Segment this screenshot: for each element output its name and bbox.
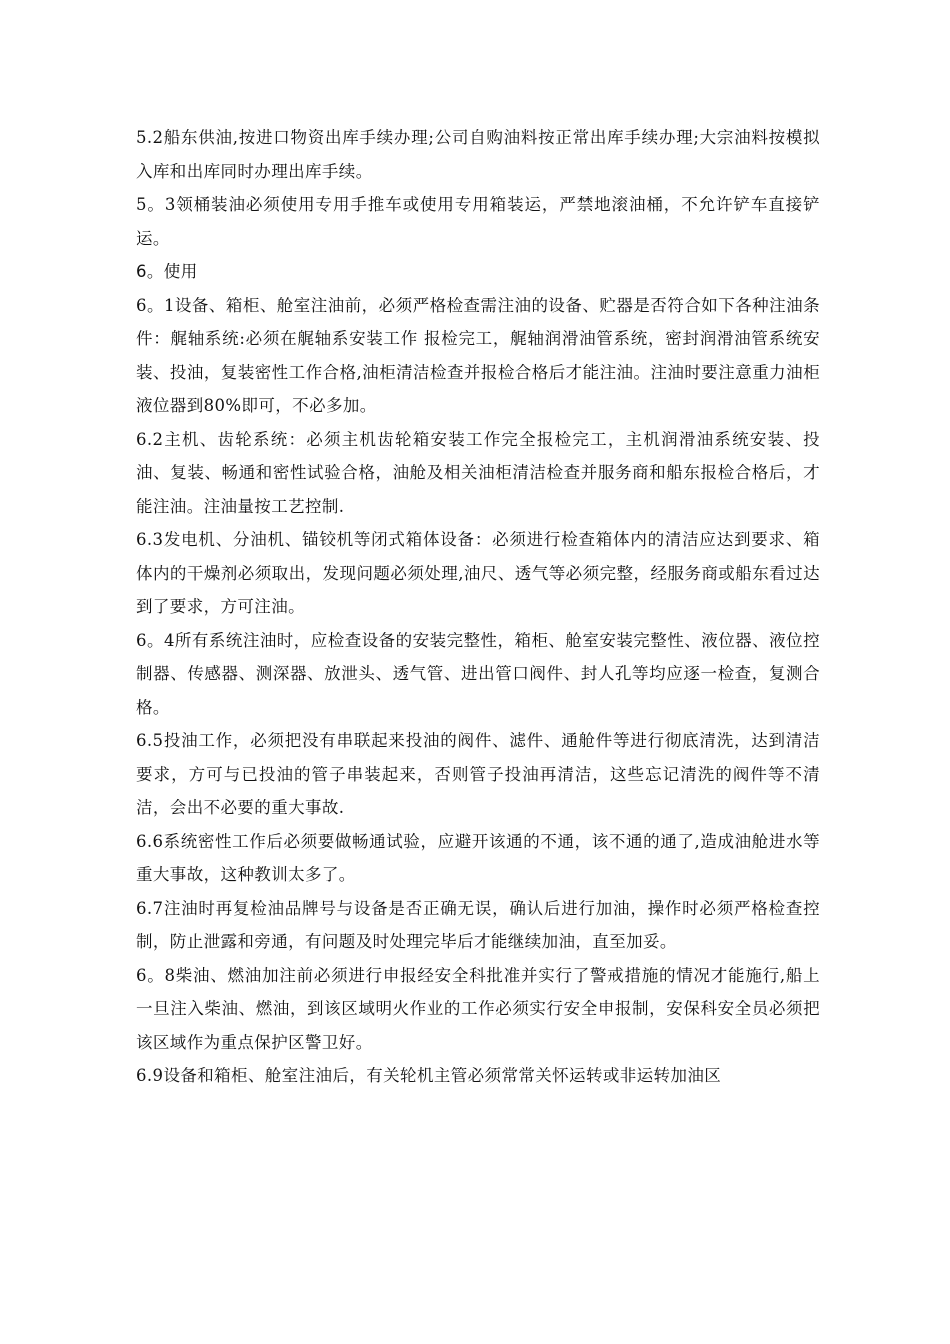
- paragraph-6-4: 6。4所有系统注油时，应检查设备的安装完整性，箱柜、舱室安装完整性、液位器、液位控制器、传感器、测深器、放泄头、透气管、进出管口阀件、封人孔等均应逐一检查，复测合格。: [136, 630, 820, 717]
- paragraph-6-8: 6。8柴油、燃油加注前必须进行申报经安全科批准并实行了警戒措施的情况才能施行,船上一旦注入柴油、燃油，到该区域明火作业的工作必须实行安全申报制，安保科安全员必须把该区域作为重点保护区警卫好。: [136, 965, 820, 1052]
- paragraph-6-9: 6.9设备和箱柜、舱室注油后，有关轮机主管必须常常关怀运转或非运转加油区: [136, 1066, 722, 1085]
- document-body: [136, 121, 820, 1093]
- paragraph-6-6: 6.6系统密性工作后必须要做畅通试验，应避开该通的不通，该不通的通了,造成油舱进水等重大事故，这种教训太多了。: [136, 831, 820, 884]
- paragraph-5-3: 5。3领桶装油必须使用专用手推车或使用专用箱装运，严禁地滚油桶，不允许铲车直接铲运。: [136, 195, 820, 248]
- paragraph-6-1: 6。1设备、箱柜、舱室注油前，必须严格检查需注油的设备、贮器是否符合如下各种注油条件：艉轴系统:必须在艉轴系安装工作 报检完工，艉轴润滑油管系统，密封润滑油管系统安装、投油，复装密性工作合格,油柜清洁检查并报检合格后才能注油。注油时要注意重力油柜液位器到80%即可，不必多加。: [136, 295, 820, 415]
- paragraph-6-7: 6.7注油时再复检油品牌号与设备是否正确无误，确认后进行加油，操作时必须严格检查控制，防止泄露和旁通，有问题及时处理完毕后才能继续加油，直至加妥。: [136, 898, 820, 951]
- section-heading-usage: 6。使用: [136, 262, 198, 281]
- paragraph-6-3: 6.3发电机、分油机、锚铰机等闭式箱体设备：必须进行检查箱体内的清洁应达到要求、箱体内的干燥剂必须取出，发现问题必须处理,油尺、透气等必须完整，经服务商或船东看过达到了要求，方可注油。: [136, 530, 820, 616]
- paragraph-6-2: 6.2主机、齿轮系统：必须主机齿轮箱安装工作完全报检完工，主机润滑油系统安装、投油、复装、畅通和密性试验合格，油舱及相关油柜清洁检查并服务商和船东报检合格后，才能注油。注油量按工艺控制.: [136, 429, 820, 516]
- paragraph-6-5: 6.5投油工作，必须把没有串联起来投油的阀件、滤件、通舱件等进行彻底清洗，达到清洁要求，方可与已投油的管子串装起来，否则管子投油再清洁，这些忘记清洗的阀件等不清洁，会出不必要的重大事故.: [136, 731, 820, 817]
- paragraph-5-2: 5.2船东供油,按进口物资出库手续办理;公司自购油料按正常出库手续办理;大宗油料按模拟入库和出库同时办理出库手续。: [136, 128, 820, 181]
